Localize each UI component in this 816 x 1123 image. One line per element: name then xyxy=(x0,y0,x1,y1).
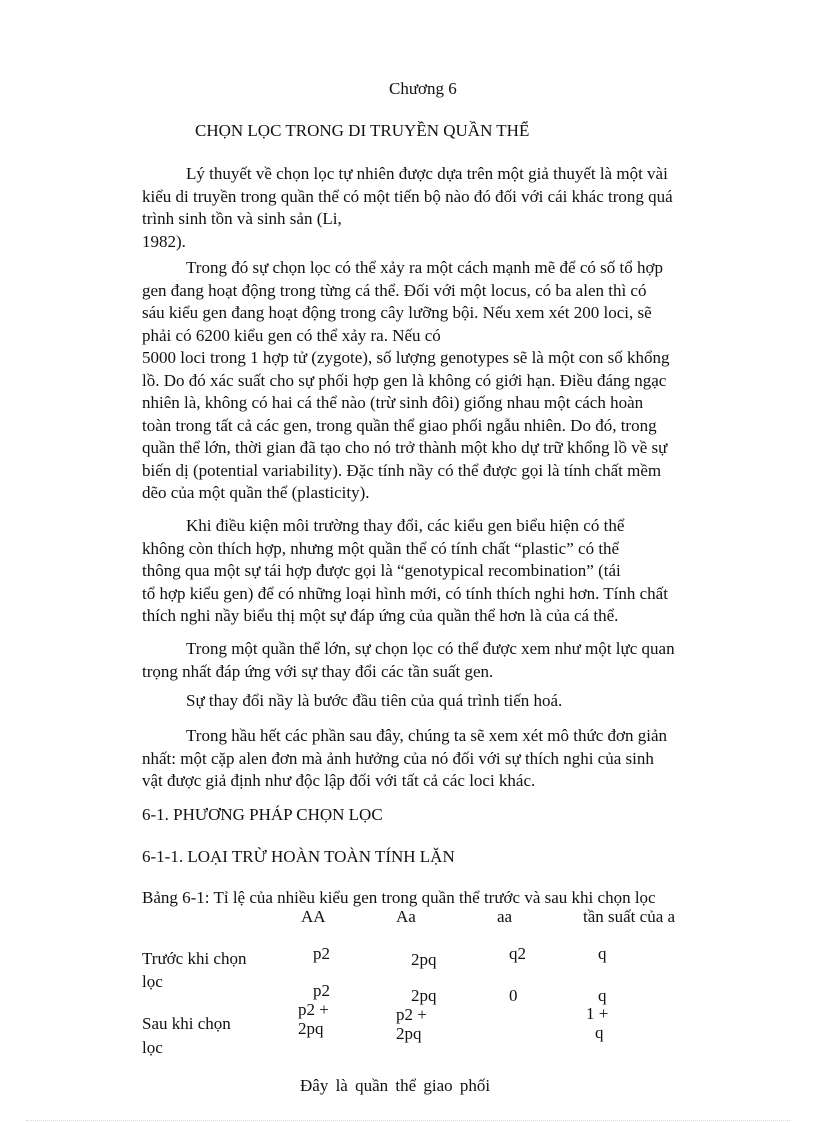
table-header-aa-dominant: AA xyxy=(301,907,326,926)
text-line: sáu kiểu gen đang hoạt động trong cây lưỡng bội. Nếu xem xét 200 loci, sẽ xyxy=(142,303,652,322)
paragraph-4 xyxy=(142,638,716,683)
text-line: 1982). xyxy=(142,231,186,251)
text-line: tổ hợp kiểu gen) để có những loại hình mới, có tính thích nghi hơn. Tính chất xyxy=(142,583,668,603)
cell-before-AA: p2 xyxy=(313,944,330,963)
subsection-heading: 6-1-1. LOẠI TRỪ HOÀN TOÀN TÍNH LẶN xyxy=(142,847,455,866)
row-label-after: Sau khi chọn xyxy=(142,1014,231,1033)
text-line: Sự thay đổi nầy là bước đầu tiên của quá trình tiến hoá. xyxy=(186,691,563,710)
text-line: Lý thuyết về chọn lọc tự nhiên được dựa trên một giả thuyết là một vài xyxy=(186,164,668,183)
cell-after-freq-denominator-2: q xyxy=(595,1023,604,1042)
cell-after-Aa-denominator-1: p2 + xyxy=(396,1005,427,1024)
text-line: Trong một quần thể lớn, sự chọn lọc có thể được xem như một lực quan xyxy=(186,639,675,658)
text-line: Trong đó sự chọn lọc có thể xảy ra một cách mạnh mẽ để có số tổ hợp xyxy=(186,258,663,277)
text-line: gen đang hoạt động trong từng cá thể. Đối với một locus, có ba alen thì có xyxy=(142,280,647,300)
text-line: trọng nhất đáp ứng với sự thay đổi các tần suất gen. xyxy=(142,661,494,681)
cell-after-AA-denominator-1: p2 + xyxy=(298,1000,329,1019)
text-line: thông qua một sự tái hợp được gọi là “genotypical recombination” (tái xyxy=(142,561,621,580)
paragraph-6 xyxy=(142,725,716,793)
cell-before-Aa: 2pq xyxy=(411,950,437,969)
table-header-aa-recessive: aa xyxy=(497,907,513,926)
text-line: Khi điều kiện môi trường thay đổi, các kiểu gen biểu hiện có thể xyxy=(186,516,625,535)
text-line: vật được giả định như độc lập đối với tất cả các loci khác. xyxy=(142,771,536,790)
paragraph-3 xyxy=(142,515,716,628)
text-line: dẽo của một quần thể (plasticity). xyxy=(142,483,370,502)
text-line: quần thể lớn, thời gian đã tạo cho nó trở thành một kho dự trữ khổng lồ về sự xyxy=(142,438,668,457)
table-header-heterozygote: Aa xyxy=(396,907,416,926)
page-bottom-rule xyxy=(26,1120,790,1121)
paragraph-5 xyxy=(142,690,716,713)
table-caption: Bảng 6-1: Tỉ lệ của nhiều kiểu gen trong quần thể trước và sau khi chọn lọc xyxy=(142,888,656,907)
text-line: trình sinh tồn và sinh sản (Li, xyxy=(142,209,342,228)
chapter-heading: Chương 6 xyxy=(389,79,457,98)
cell-after-Aa-denominator-2: 2pq xyxy=(396,1024,422,1043)
cell-after-AA-numerator: p2 xyxy=(313,981,330,1000)
paragraph-1 xyxy=(142,163,716,253)
text-line: biến dị (potential variability). Đặc tính nầy có thể được gọi là tính chất mềm xyxy=(142,460,662,480)
cell-before-freq: q xyxy=(598,944,607,963)
cell-before-aa: q2 xyxy=(509,944,526,963)
text-line: kiểu di truyền trong quần thể có một tiến bộ nào đó đối với cái khác trong quá xyxy=(142,186,673,206)
page-title: CHỌN LỌC TRONG DI TRUYỀN QUẦN THỂ xyxy=(195,121,530,140)
cell-after-freq-numerator: q xyxy=(598,986,607,1005)
cell-after-AA-denominator-2: 2pq xyxy=(298,1019,324,1038)
cell-after-freq-denominator-1: 1 + xyxy=(586,1004,609,1023)
row-label-before: Trước khi chọn xyxy=(142,949,247,968)
text-line: toàn trong tất cả các gen, trong quần thể giao phối ngẫu nhiên. Do đó, trong xyxy=(142,415,657,435)
text-line: nhất: một cặp alen đơn mà ảnh hưởng của nó đối với sự thích nghi của sinh xyxy=(142,748,654,768)
text-line: nhiên là, không có hai cá thể nào (trừ sinh đôi) giống nhau một cách hoàn xyxy=(142,393,644,412)
text-line: phải có 6200 kiểu gen có thể xảy ra. Nếu có xyxy=(142,325,441,345)
row-label-before-cont: lọc xyxy=(142,972,163,991)
text-line: không còn thích hợp, nhưng một quần thể có tính chất “plastic” có thể xyxy=(142,538,620,558)
text-line: 5000 loci trong 1 hợp tử (zygote), số lượng genotypes sẽ là một con số khổng xyxy=(142,348,670,367)
row-label-after-cont: lọc xyxy=(142,1038,163,1057)
footer-note: Đây là quần thể giao phối xyxy=(300,1076,491,1095)
paragraph-2 xyxy=(142,257,716,505)
section-heading: 6-1. PHƯƠNG PHÁP CHỌN LỌC xyxy=(142,805,383,824)
text-line: thích nghi nầy biểu thị một sự đáp ứng của quần thể hơn là của cá thể. xyxy=(142,606,619,625)
text-line: lồ. Do đó xác suất cho sự phối hợp gen là không có giới hạn. Điều đáng ngạc xyxy=(142,370,667,390)
text-line: Trong hầu hết các phần sau đây, chúng ta sẽ xem xét mô thức đơn giản xyxy=(186,726,668,745)
cell-after-Aa-numerator: 2pq xyxy=(411,986,437,1005)
table-header-frequency: tần suất của a xyxy=(583,907,676,926)
cell-after-aa: 0 xyxy=(509,986,518,1005)
